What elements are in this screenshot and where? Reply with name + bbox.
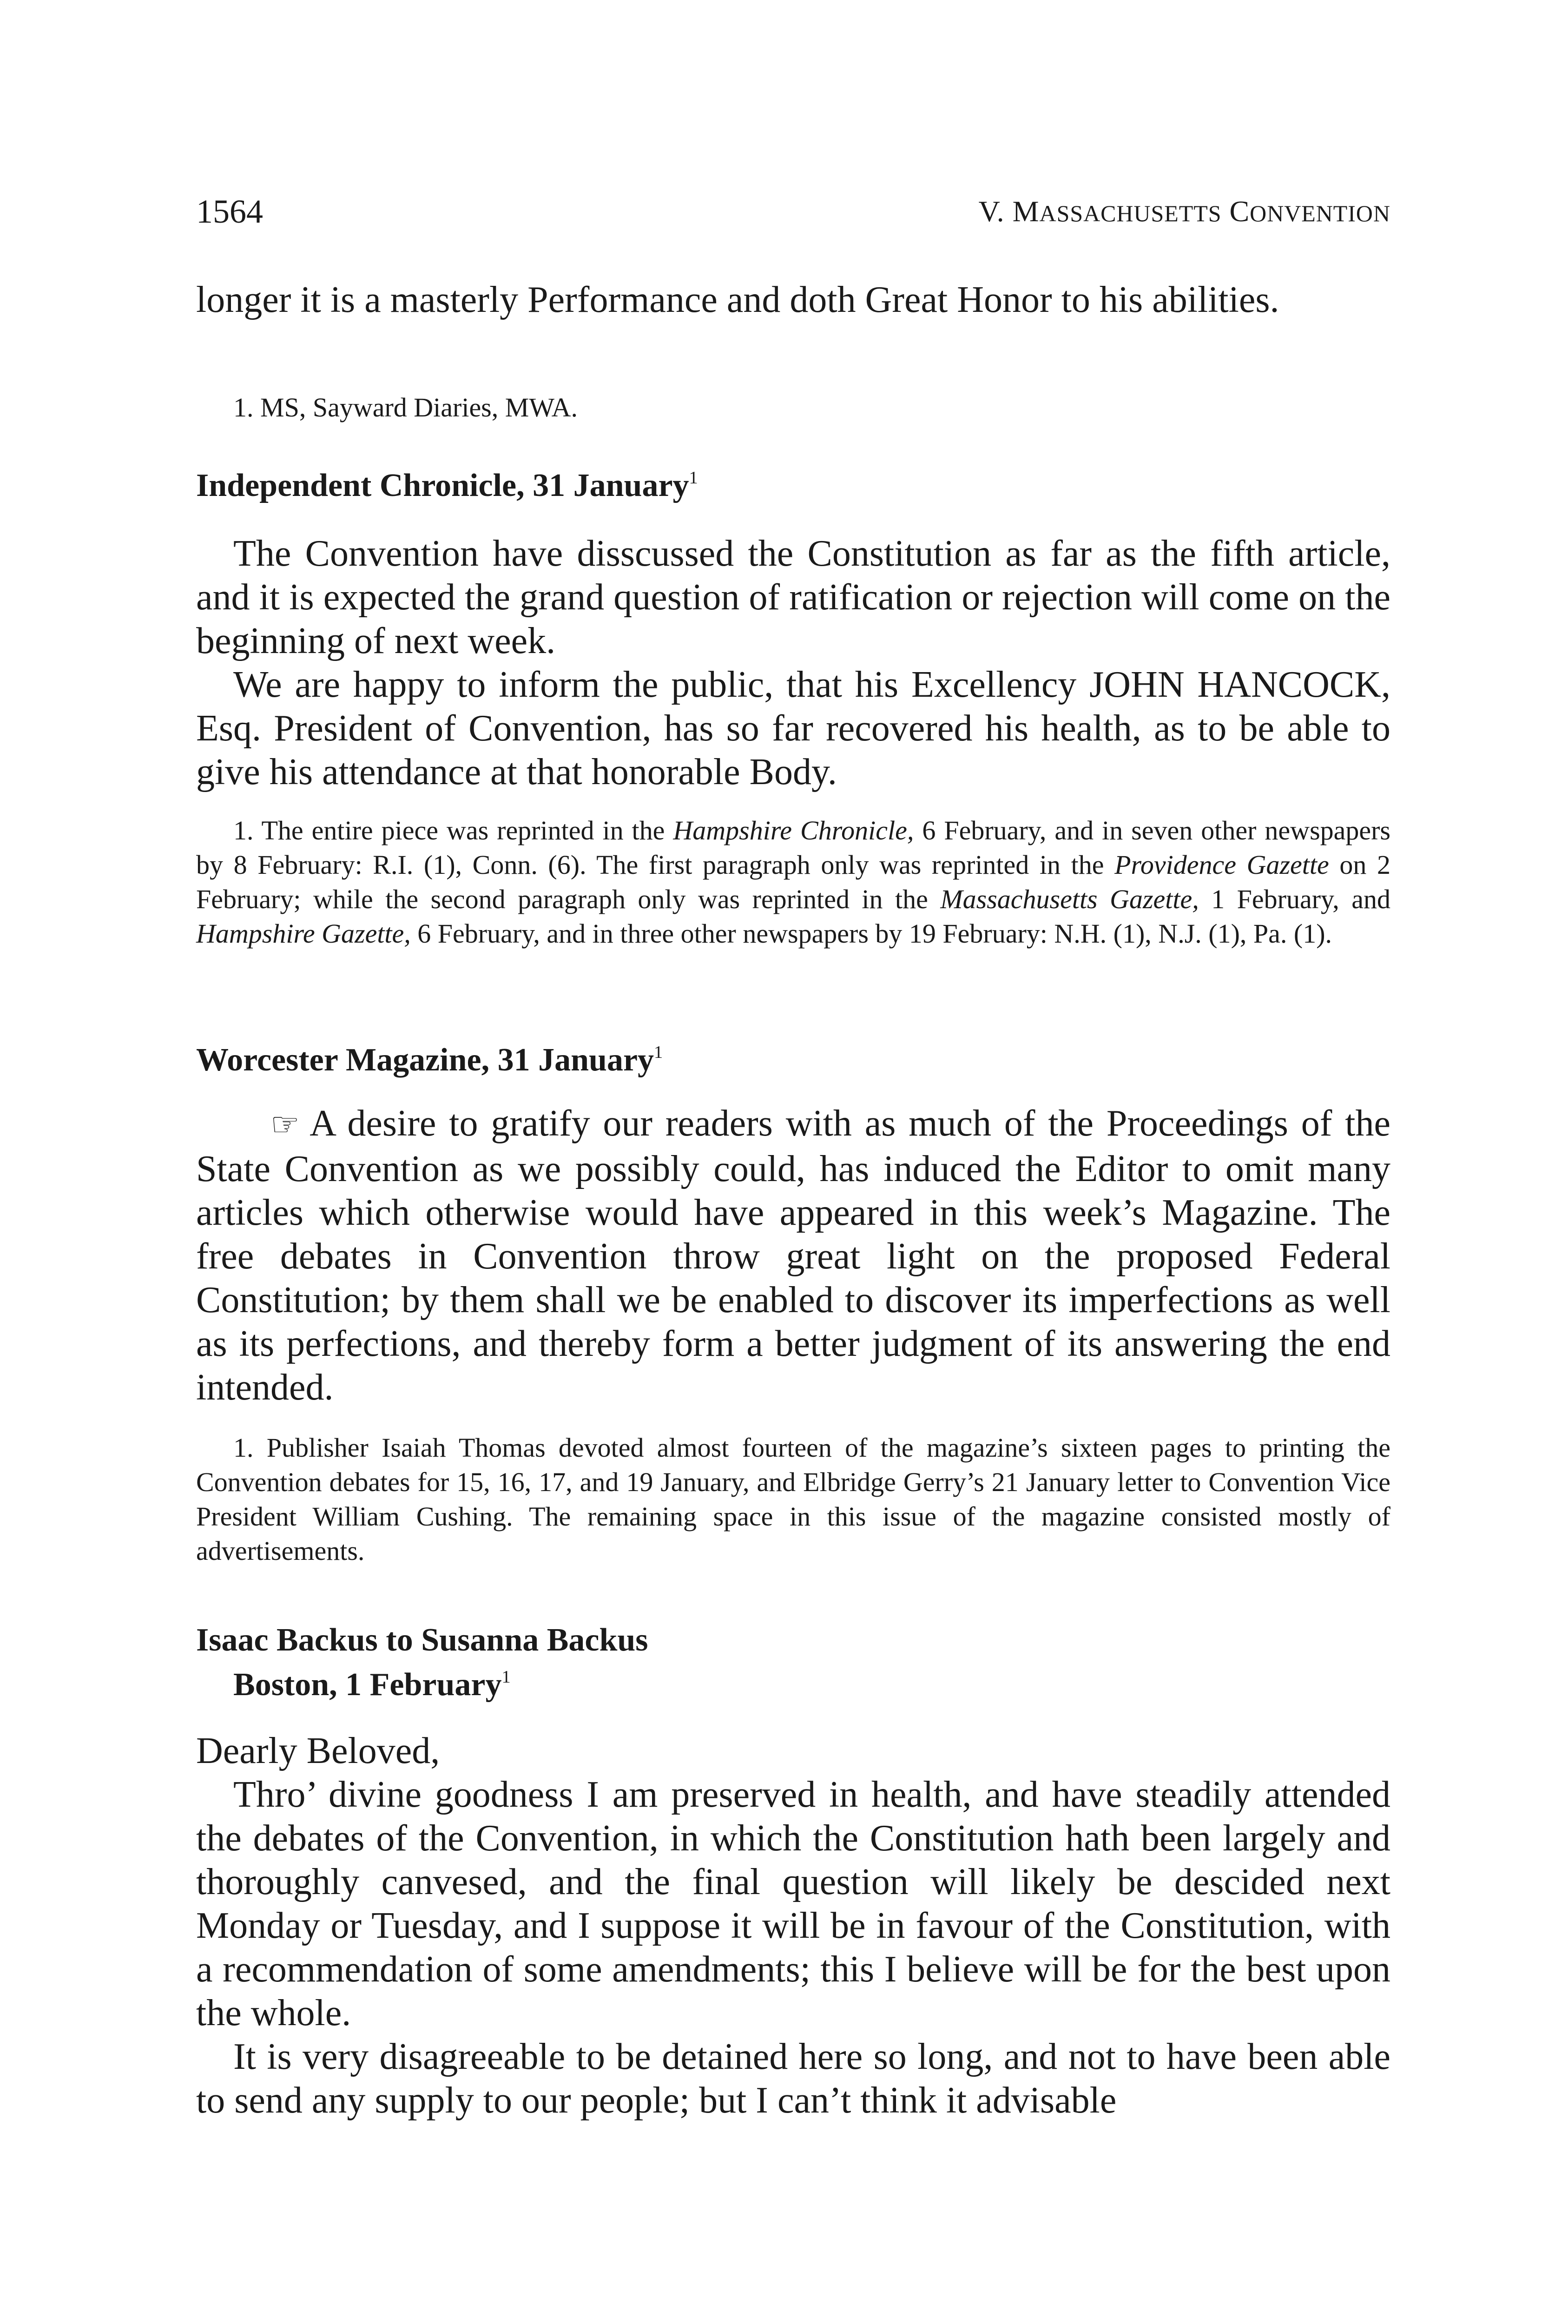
- chronicle-footnote: 1. The entire piece was reprinted in the Hampshire Chronicle, 6 February, and in seven other newspapers by 8 February: R.I. (1), Conn. (6). The first paragraph only was reprinted in the Providence Gazette on 2 February; while the second paragraph only was reprinted in the Massachusetts Gazette, 1 February, and Hampshire Gazette, 6 February, and in three other newspapers by 19 February: N.H. (1), N.J. (1), Pa. (1).: [196, 815, 1391, 949]
- worcester-footnote: 1. Publisher Isaiah Thomas devoted almost fourteen of the magazine’s sixteen pages to printing the Convention debates for 15, 16, 17, and 19 January, and Elbridge Gerry’s 21 January letter to Convention Vice President William Cushing. The remaining space in this issue of the magazine consisted mostly of advertisements.: [196, 1433, 1390, 1566]
- running-title: V. MASSACHUSETTS CONVENTION: [978, 195, 1390, 228]
- worcester-heading: Worcester Magazine, 31 January$^1$: [196, 1042, 663, 1078]
- backus-heading: Isaac Backus to Susanna Backus: [196, 1622, 648, 1658]
- pointing-hand-icon: ☞: [270, 1107, 299, 1143]
- chronicle-heading: Independent Chronicle, 31 January$^1$: [196, 468, 698, 503]
- chronicle-paragraph-1: The Convention have disscussed the Constitution as far as the fifth article, and it is expected the grand question of ratification or rejection will come on the beginning of next week.: [196, 533, 1390, 661]
- backus-paragraph-1: Thro’ divine goodness I am preserved in health, and have steadily attended the debates of the Convention, in which the Constitution hath been largely and thoroughly canvesed, and the final question will likely be descided next Monday or Tuesday, and I suppose it will be in favour of the Constitution, with a recommendation of some amendments; this I believe will be for the best upon the whole.: [196, 1774, 1390, 2034]
- carryover-text: longer it is a masterly Performance and doth Great Honor to his abilities.: [196, 279, 1279, 320]
- backus-salutation: Dearly Beloved,: [196, 1730, 440, 1771]
- page-number: 1564: [196, 193, 263, 230]
- chronicle-paragraph-2: We are happy to inform the public, that his Excellency JOHN HANCOCK, Esq. President of Convention, has so far recovered his health, as to be able to give his attendance at that honorable Body.: [196, 664, 1390, 792]
- backus-paragraph-2: It is very disagreeable to be detained here so long, and not to have been able to send any supply to our people; but I can’t think it advisable: [196, 2036, 1390, 2121]
- backus-subheading: Boston, 1 February$^1$: [233, 1667, 511, 1703]
- carryover-footnote: 1. MS, Sayward Diaries, MWA.: [233, 392, 578, 423]
- worcester-paragraph-1: ☞ A desire to gratify our readers with as much of the Proceedings of the State Convention as we possibly could, has induced the Editor to omit many articles which otherwise would have appeared in this week’s Magazine. The free debates in Convention throw great light on the proposed Federal Constitution; by them shall we be enabled to discover its imperfections as well as its perfections, and thereby form a better judgment of its answering the end intended.: [196, 1103, 1390, 1408]
- running-head: [196, 191, 1390, 232]
